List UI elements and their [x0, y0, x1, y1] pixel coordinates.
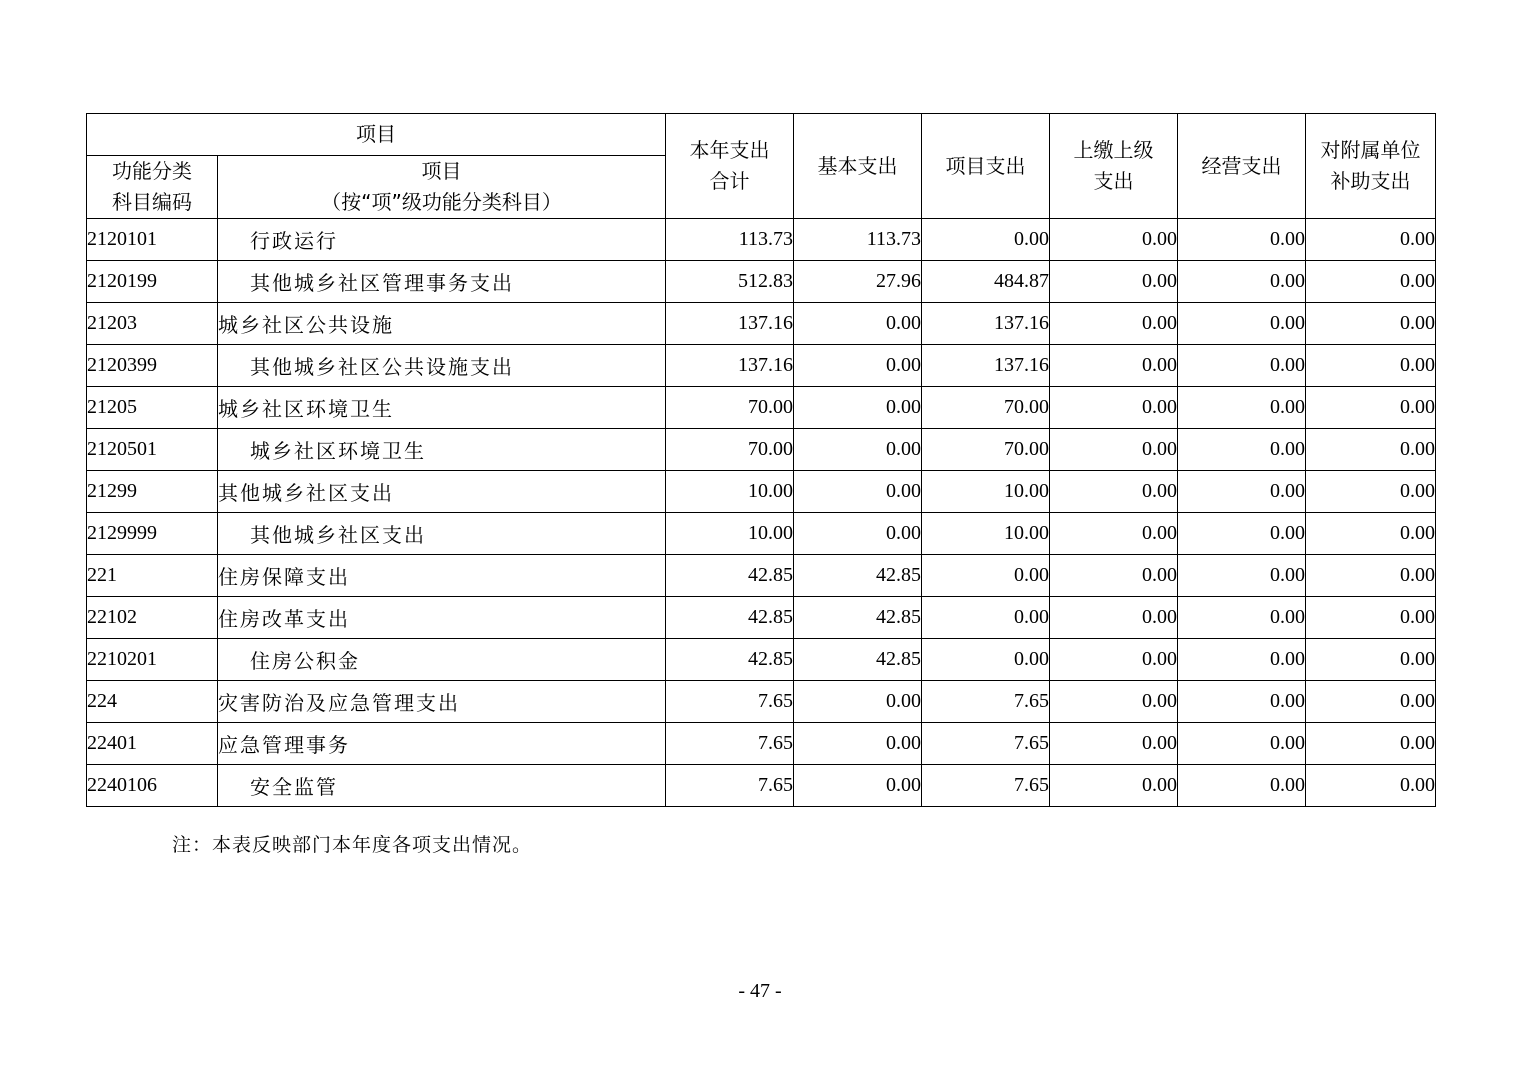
header-project: 项目支出: [922, 114, 1050, 219]
row-remit: 0.00: [1050, 765, 1178, 807]
row-code: 2120399: [87, 345, 218, 387]
table-row: [87, 345, 1436, 387]
row-remit: 0.00: [1050, 597, 1178, 639]
row-subsidy: 0.00: [1306, 387, 1436, 429]
row-remit: 0.00: [1050, 471, 1178, 513]
row-subsidy: 0.00: [1306, 597, 1436, 639]
row-total: 137.16: [666, 345, 794, 387]
row-name: 安全监管: [218, 765, 666, 807]
row-remit: 0.00: [1050, 345, 1178, 387]
row-project: 137.16: [922, 303, 1050, 345]
row-total: 42.85: [666, 597, 794, 639]
row-subsidy: 0.00: [1306, 471, 1436, 513]
row-basic: 42.85: [794, 555, 922, 597]
row-subsidy: 0.00: [1306, 303, 1436, 345]
row-basic: 0.00: [794, 471, 922, 513]
row-basic: 0.00: [794, 681, 922, 723]
row-name: 城乡社区环境卫生: [218, 387, 666, 429]
row-project: 7.65: [922, 723, 1050, 765]
row-subsidy: 0.00: [1306, 639, 1436, 681]
row-name: 应急管理事务: [218, 723, 666, 765]
row-business: 0.00: [1178, 513, 1306, 555]
row-code: 2120199: [87, 261, 218, 303]
header-business: 经营支出: [1178, 114, 1306, 219]
row-subsidy: 0.00: [1306, 765, 1436, 807]
row-business: 0.00: [1178, 345, 1306, 387]
header-remit-line-1: 上缴上级: [1073, 138, 1154, 162]
row-project: 70.00: [922, 429, 1050, 471]
table-note: 注：本表反映部门本年度各项支出情况。: [172, 834, 533, 856]
row-code: 21203: [87, 303, 218, 345]
row-basic: 0.00: [794, 303, 922, 345]
row-remit: 0.00: [1050, 387, 1178, 429]
row-project: 10.00: [922, 513, 1050, 555]
row-name: 其他城乡社区支出: [218, 513, 666, 555]
row-code: 2210201: [87, 639, 218, 681]
row-remit: 0.00: [1050, 639, 1178, 681]
row-basic: 0.00: [794, 513, 922, 555]
row-total: 70.00: [666, 387, 794, 429]
header-name-line-1: 项目: [421, 159, 462, 183]
row-basic: 42.85: [794, 639, 922, 681]
table-row: [87, 513, 1436, 555]
row-code: 22102: [87, 597, 218, 639]
table-row: [87, 555, 1436, 597]
row-total: 70.00: [666, 429, 794, 471]
row-code: 221: [87, 555, 218, 597]
row-code: 2129999: [87, 513, 218, 555]
row-basic: 27.96: [794, 261, 922, 303]
row-subsidy: 0.00: [1306, 261, 1436, 303]
row-project: 0.00: [922, 555, 1050, 597]
row-basic: 42.85: [794, 597, 922, 639]
header-subsidy: [1306, 114, 1436, 219]
header-name-line-2: （按“项”级功能分类科目）: [321, 190, 562, 214]
table-row: [87, 387, 1436, 429]
header-subsidy-line-1: 对附属单位: [1320, 138, 1421, 162]
table-row: [87, 639, 1436, 681]
row-basic: 113.73: [794, 219, 922, 261]
row-business: 0.00: [1178, 555, 1306, 597]
row-project: 0.00: [922, 639, 1050, 681]
row-subsidy: 0.00: [1306, 219, 1436, 261]
row-business: 0.00: [1178, 723, 1306, 765]
row-subsidy: 0.00: [1306, 723, 1436, 765]
row-remit: 0.00: [1050, 261, 1178, 303]
row-name: 行政运行: [218, 219, 666, 261]
row-project: 0.00: [922, 597, 1050, 639]
row-name: 住房保障支出: [218, 555, 666, 597]
row-project: 137.16: [922, 345, 1050, 387]
table-row: [87, 303, 1436, 345]
row-remit: 0.00: [1050, 723, 1178, 765]
row-business: 0.00: [1178, 471, 1306, 513]
row-name: 住房改革支出: [218, 597, 666, 639]
row-total: 42.85: [666, 639, 794, 681]
header-code-line-2: 科目编码: [112, 190, 192, 214]
header-remit-line-2: 支出: [1093, 169, 1134, 193]
row-total: 7.65: [666, 681, 794, 723]
row-code: 22401: [87, 723, 218, 765]
row-business: 0.00: [1178, 219, 1306, 261]
row-business: 0.00: [1178, 261, 1306, 303]
row-total: 7.65: [666, 765, 794, 807]
row-code: 21205: [87, 387, 218, 429]
table-row: [87, 429, 1436, 471]
row-project: 484.87: [922, 261, 1050, 303]
row-business: 0.00: [1178, 639, 1306, 681]
row-name: 其他城乡社区支出: [218, 471, 666, 513]
table-row: [87, 723, 1436, 765]
row-project: 7.65: [922, 681, 1050, 723]
row-basic: 0.00: [794, 765, 922, 807]
row-code: 2120501: [87, 429, 218, 471]
row-remit: 0.00: [1050, 513, 1178, 555]
row-total: 7.65: [666, 723, 794, 765]
row-business: 0.00: [1178, 597, 1306, 639]
row-name: 其他城乡社区管理事务支出: [218, 261, 666, 303]
row-name: 城乡社区公共设施: [218, 303, 666, 345]
row-code: 224: [87, 681, 218, 723]
row-project: 10.00: [922, 471, 1050, 513]
header-row-1: [87, 114, 1436, 156]
header-total-line-2: 合计: [709, 169, 750, 193]
row-business: 0.00: [1178, 429, 1306, 471]
row-basic: 0.00: [794, 429, 922, 471]
row-remit: 0.00: [1050, 555, 1178, 597]
row-basic: 0.00: [794, 345, 922, 387]
row-subsidy: 0.00: [1306, 429, 1436, 471]
row-business: 0.00: [1178, 303, 1306, 345]
row-remit: 0.00: [1050, 429, 1178, 471]
row-subsidy: 0.00: [1306, 681, 1436, 723]
row-total: 137.16: [666, 303, 794, 345]
row-code: 2240106: [87, 765, 218, 807]
header-code: [87, 156, 218, 219]
table-row: [87, 765, 1436, 807]
row-name: 城乡社区环境卫生: [218, 429, 666, 471]
row-project: 0.00: [922, 219, 1050, 261]
row-total: 10.00: [666, 471, 794, 513]
header-total: [666, 114, 794, 219]
row-total: 10.00: [666, 513, 794, 555]
header-total-line-1: 本年支出: [689, 138, 770, 162]
table-row: [87, 597, 1436, 639]
row-business: 0.00: [1178, 387, 1306, 429]
row-project: 7.65: [922, 765, 1050, 807]
header-basic: 基本支出: [794, 114, 922, 219]
row-total: 42.85: [666, 555, 794, 597]
table-row: [87, 471, 1436, 513]
page-number: - 47 -: [738, 980, 782, 1002]
header-group-item: 项目: [87, 114, 666, 156]
row-business: 0.00: [1178, 681, 1306, 723]
table-row: [87, 681, 1436, 723]
row-basic: 0.00: [794, 387, 922, 429]
row-name: 灾害防治及应急管理支出: [218, 681, 666, 723]
row-total: 113.73: [666, 219, 794, 261]
row-subsidy: 0.00: [1306, 345, 1436, 387]
header-code-line-1: 功能分类: [112, 159, 192, 183]
row-remit: 0.00: [1050, 681, 1178, 723]
row-name: 住房公积金: [218, 639, 666, 681]
row-basic: 0.00: [794, 723, 922, 765]
expenditure-table: [86, 113, 1436, 807]
row-business: 0.00: [1178, 765, 1306, 807]
row-name: 其他城乡社区公共设施支出: [218, 345, 666, 387]
row-code: 21299: [87, 471, 218, 513]
row-project: 70.00: [922, 387, 1050, 429]
row-remit: 0.00: [1050, 303, 1178, 345]
row-code: 2120101: [87, 219, 218, 261]
row-total: 512.83: [666, 261, 794, 303]
table-row: [87, 261, 1436, 303]
row-subsidy: 0.00: [1306, 513, 1436, 555]
header-name: [218, 156, 666, 219]
header-remit: [1050, 114, 1178, 219]
header-subsidy-line-2: 补助支出: [1330, 169, 1411, 193]
row-subsidy: 0.00: [1306, 555, 1436, 597]
row-remit: 0.00: [1050, 219, 1178, 261]
table-row: [87, 219, 1436, 261]
